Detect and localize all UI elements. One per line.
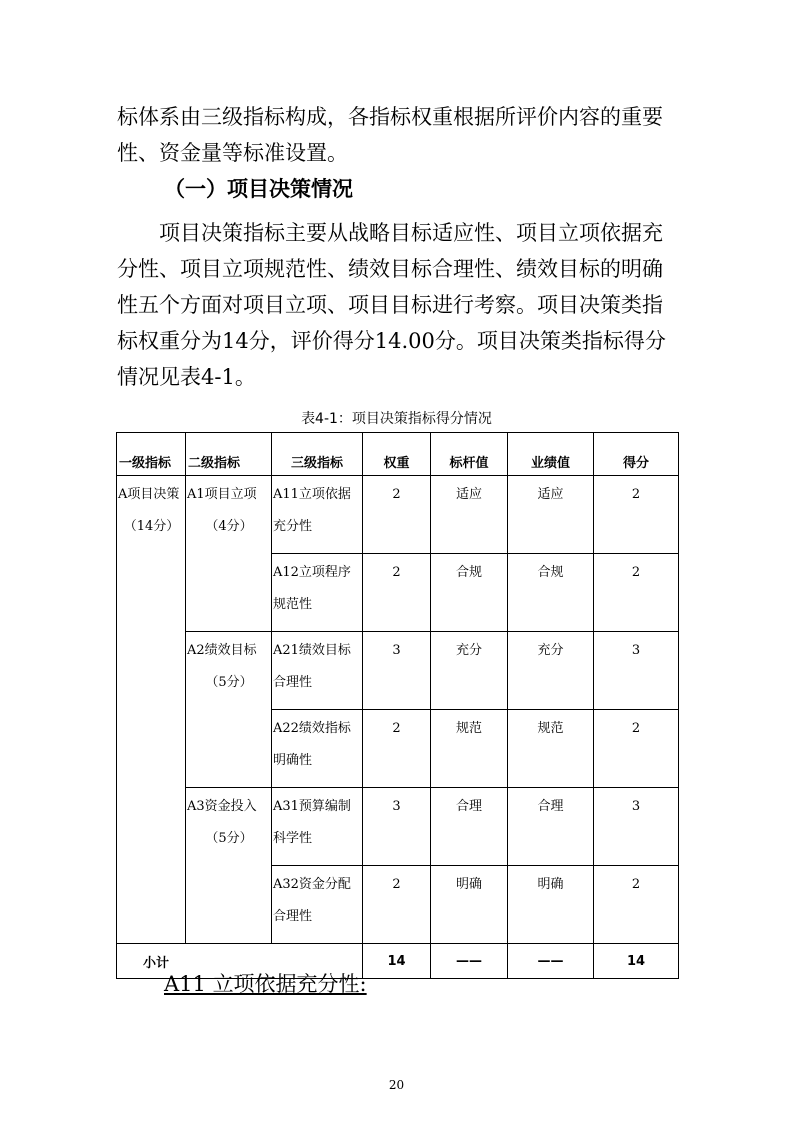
level2-name: A2绩效目标 [187,643,257,658]
benchmark-cell: 充分 [431,632,508,710]
paragraph-decision: 项目决策指标主要从战略目标适应性、项目立项依据充分性、项目立项规范性、绩效目标合理性、绩效目标的明确性五个方面对项目立项、项目目标进行考察。项目决策类指标权重分为14分，评价得分14.00分。项目决策类指标得分情况见表4-1。 [117,221,666,389]
level2-cell [186,788,272,944]
level2-score: （5分） [205,831,253,846]
table-row [117,632,679,710]
header-level3: 三级指标 [272,433,363,476]
score-table [116,432,679,979]
header-actual: 业绩值 [508,433,594,476]
actual-cell: 明确 [508,866,594,944]
header-benchmark: 标杆值 [431,433,508,476]
subsection-heading: A11 立项依据充分性: [164,972,367,996]
level3-line1: A12立项程序 [273,565,351,580]
level3-line1: A32资金分配 [273,877,351,892]
level2-cell [186,632,272,788]
benchmark-cell: 合理 [431,788,508,866]
level1-score: （14分） [123,519,180,534]
level3-line2: 明确性 [273,753,313,768]
weight-cell: 3 [363,788,431,866]
paragraph-intro: 标体系由三级指标构成，各指标权重根据所评价内容的重要性、资金量等标准设置。 [117,105,663,165]
benchmark-cell: 适应 [431,476,508,554]
total-benchmark: —— [431,944,508,979]
score-cell: 2 [594,476,679,554]
weight-cell: 2 [363,710,431,788]
section-heading: （一）项目决策情况 [164,177,353,201]
level3-line1: A31预算编制 [273,799,351,814]
table-caption: 表4-1：项目决策指标得分情况 [301,411,492,427]
header-level1: 一级指标 [117,433,186,476]
total-actual: —— [508,944,594,979]
actual-cell: 规范 [508,710,594,788]
level3-line2: 规范性 [273,597,313,612]
header-score: 得分 [594,433,679,476]
level2-score: （5分） [205,675,253,690]
level2-name: A3资金投入 [187,799,257,814]
level3-line1: A11立项依据 [273,487,351,502]
actual-cell: 合理 [508,788,594,866]
weight-cell: 3 [363,632,431,710]
level1-cell [117,476,186,944]
actual-cell: 合规 [508,554,594,632]
level3-line2: 充分性 [273,519,313,534]
level3-cell [272,554,363,632]
level3-cell [272,632,363,710]
total-weight: 14 [363,944,431,979]
actual-cell: 充分 [508,632,594,710]
level2-cell [186,476,272,632]
page-number: 20 [388,1078,405,1092]
level1-name: A项目决策 [118,487,180,502]
table-row [117,476,679,554]
level3-line2: 科学性 [273,831,313,846]
benchmark-cell: 合规 [431,554,508,632]
weight-cell: 2 [363,866,431,944]
level3-cell [272,866,363,944]
level3-line1: A22绩效指标 [273,721,351,736]
weight-cell: 2 [363,476,431,554]
score-cell: 2 [594,554,679,632]
level3-line2: 合理性 [273,675,313,690]
table-header-row [117,433,679,476]
benchmark-cell: 规范 [431,710,508,788]
level3-line2: 合理性 [273,909,313,924]
header-level2: 二级指标 [186,433,272,476]
total-label: 小计 [117,944,363,979]
weight-cell: 2 [363,554,431,632]
score-cell: 2 [594,866,679,944]
level3-cell [272,710,363,788]
score-cell: 3 [594,788,679,866]
benchmark-cell: 明确 [431,866,508,944]
actual-cell: 适应 [508,476,594,554]
score-cell: 2 [594,710,679,788]
level3-cell [272,476,363,554]
level2-name: A1项目立项 [187,487,257,502]
level2-score: （4分） [205,519,253,534]
level3-line1: A21绩效目标 [273,643,351,658]
total-score: 14 [594,944,679,979]
table-row [117,788,679,866]
level3-cell [272,788,363,866]
score-cell: 3 [594,632,679,710]
header-weight: 权重 [363,433,431,476]
